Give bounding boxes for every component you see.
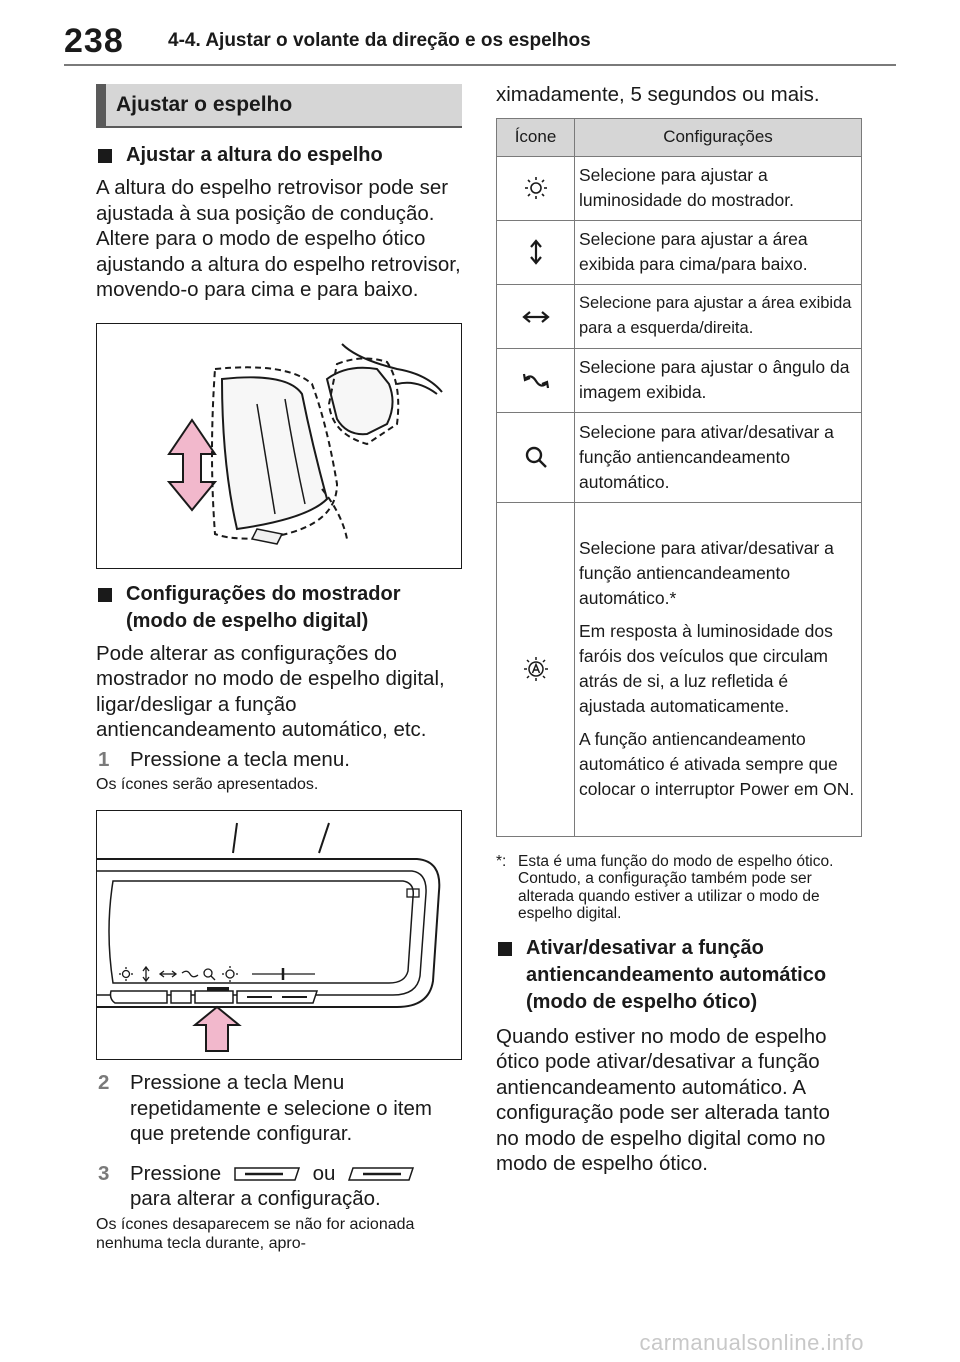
digital-mirror-drawing — [97, 811, 460, 1058]
left-column — [96, 84, 462, 1253]
step-2-number: 2 — [98, 1071, 110, 1094]
step-3-text-after: para alterar a configuração. — [130, 1187, 381, 1210]
step-1-text: Pressione a tecla menu. — [130, 747, 350, 771]
icon-row — [119, 966, 315, 982]
table-row — [497, 156, 862, 220]
row-line: Em resposta à luminosidade dos faróis dos veículos que circulam atrás de si, a luz refletida é ajustada automaticamente. — [579, 621, 833, 716]
footnote-mark: *: — [496, 852, 507, 870]
table-header-row — [497, 118, 862, 156]
press-arrow — [195, 1007, 239, 1051]
mirror-height-illustration — [96, 323, 462, 569]
watermark: carmanualsonline.info — [639, 1330, 864, 1355]
table-row — [497, 412, 862, 502]
col-header-settings: Configurações — [575, 118, 862, 156]
step-3 — [96, 1161, 462, 1212]
table-row — [497, 348, 862, 412]
header-rule — [64, 64, 896, 66]
running-head: 4-4. Ajustar o volante da direção e os espelhos — [168, 30, 591, 51]
row-text: Selecione para ajustar a luminosidade do mostrador. — [575, 156, 862, 220]
row-text: Selecione para ativar/desativar a função antiencandeamento automático. — [575, 412, 862, 502]
row-text: Selecione para ajustar o ângulo da imagem exibida. — [575, 348, 862, 412]
col-header-icon: Ícone — [497, 118, 575, 156]
brightness-icon — [523, 175, 549, 201]
footnote — [496, 853, 864, 923]
vertical-arrows-icon — [526, 238, 546, 266]
para-auto-dimming: Quando estiver no modo de espelho ótico pode ativar/desativar a função antiencandeamento automático. A configuração pode ser alterada tanto no modo de espelho digital como no modo de espelho ótico. — [496, 1024, 830, 1175]
para-display-settings: Pode alterar as configurações do mostrador no modo de espelho digital, ligar/desligar a função antiencandeamento automático, etc. — [96, 641, 445, 741]
digital-mirror-illustration — [96, 810, 462, 1060]
page-number: 238 — [64, 22, 124, 60]
up-down-arrow — [169, 420, 215, 510]
right-column — [496, 84, 864, 1177]
step-2 — [96, 1070, 462, 1147]
mirror-drawing — [97, 324, 460, 567]
horizontal-arrows-icon — [522, 307, 550, 327]
row-text-multi — [575, 502, 862, 836]
row-line: A função antiencandeamento automático é ativada sempre que colocar o interruptor Power em ON. — [579, 729, 855, 799]
step-1 — [96, 747, 462, 773]
step-2-text: Pressione a tecla Menu repetidamente e selecione o item que pretende configurar. — [130, 1071, 432, 1145]
table-row — [497, 284, 862, 348]
para-optical-mode: Altere para o modo de espelho ótico ajustando a altura do espelho retrovisor, movendo-o para cima e para baixo. — [96, 227, 461, 301]
step-3-number: 3 — [98, 1161, 110, 1185]
note-icons-disappear: Os ícones desaparecem se não for acionada nenhuma tecla durante, apro- — [96, 1215, 415, 1252]
subhead-auto-dimming: Ativar/desativar a função antiencandeamento automático (modo de espelho ótico) — [496, 935, 836, 1016]
section-title: Ajustar o espelho — [96, 84, 462, 128]
subhead-mirror-height: Ajustar a altura do espelho — [96, 142, 462, 169]
row-line: Selecione para ativar/desativar a função antiencandeamento automático.* — [579, 538, 834, 608]
zoom-icon — [523, 444, 549, 470]
row-text: Selecione para ajustar a área exibida para cima/para baixo. — [575, 220, 862, 284]
footnote-text: Esta é uma função do modo de espelho ótico. Contudo, a configuração também pode ser alterada quando estiver a utilizar o modo de espelho digital. — [518, 852, 834, 922]
step-1-number: 1 — [98, 747, 110, 771]
auto-dimming-icon — [522, 655, 550, 683]
table-row — [497, 502, 862, 836]
left-button-icon — [233, 1164, 301, 1184]
note-icons-shown: Os ícones serão apresentados. — [96, 776, 319, 793]
settings-table — [496, 118, 862, 837]
step-3-or: ou — [312, 1161, 336, 1185]
row-text: Selecione para ajustar a área exibida para a esquerda/direita. — [575, 284, 862, 348]
step-3-text-before: Pressione — [130, 1161, 222, 1185]
tilt-icon — [521, 371, 551, 391]
subhead-display-settings: Configurações do mostrador (modo de espelho digital) — [96, 581, 462, 635]
para-mirror-height: A altura do espelho retrovisor pode ser ajustada à sua posição de condução. — [96, 176, 449, 225]
table-row — [497, 220, 862, 284]
continuation-text: ximadamente, 5 segundos ou mais. — [496, 83, 820, 106]
right-button-icon — [347, 1164, 415, 1184]
